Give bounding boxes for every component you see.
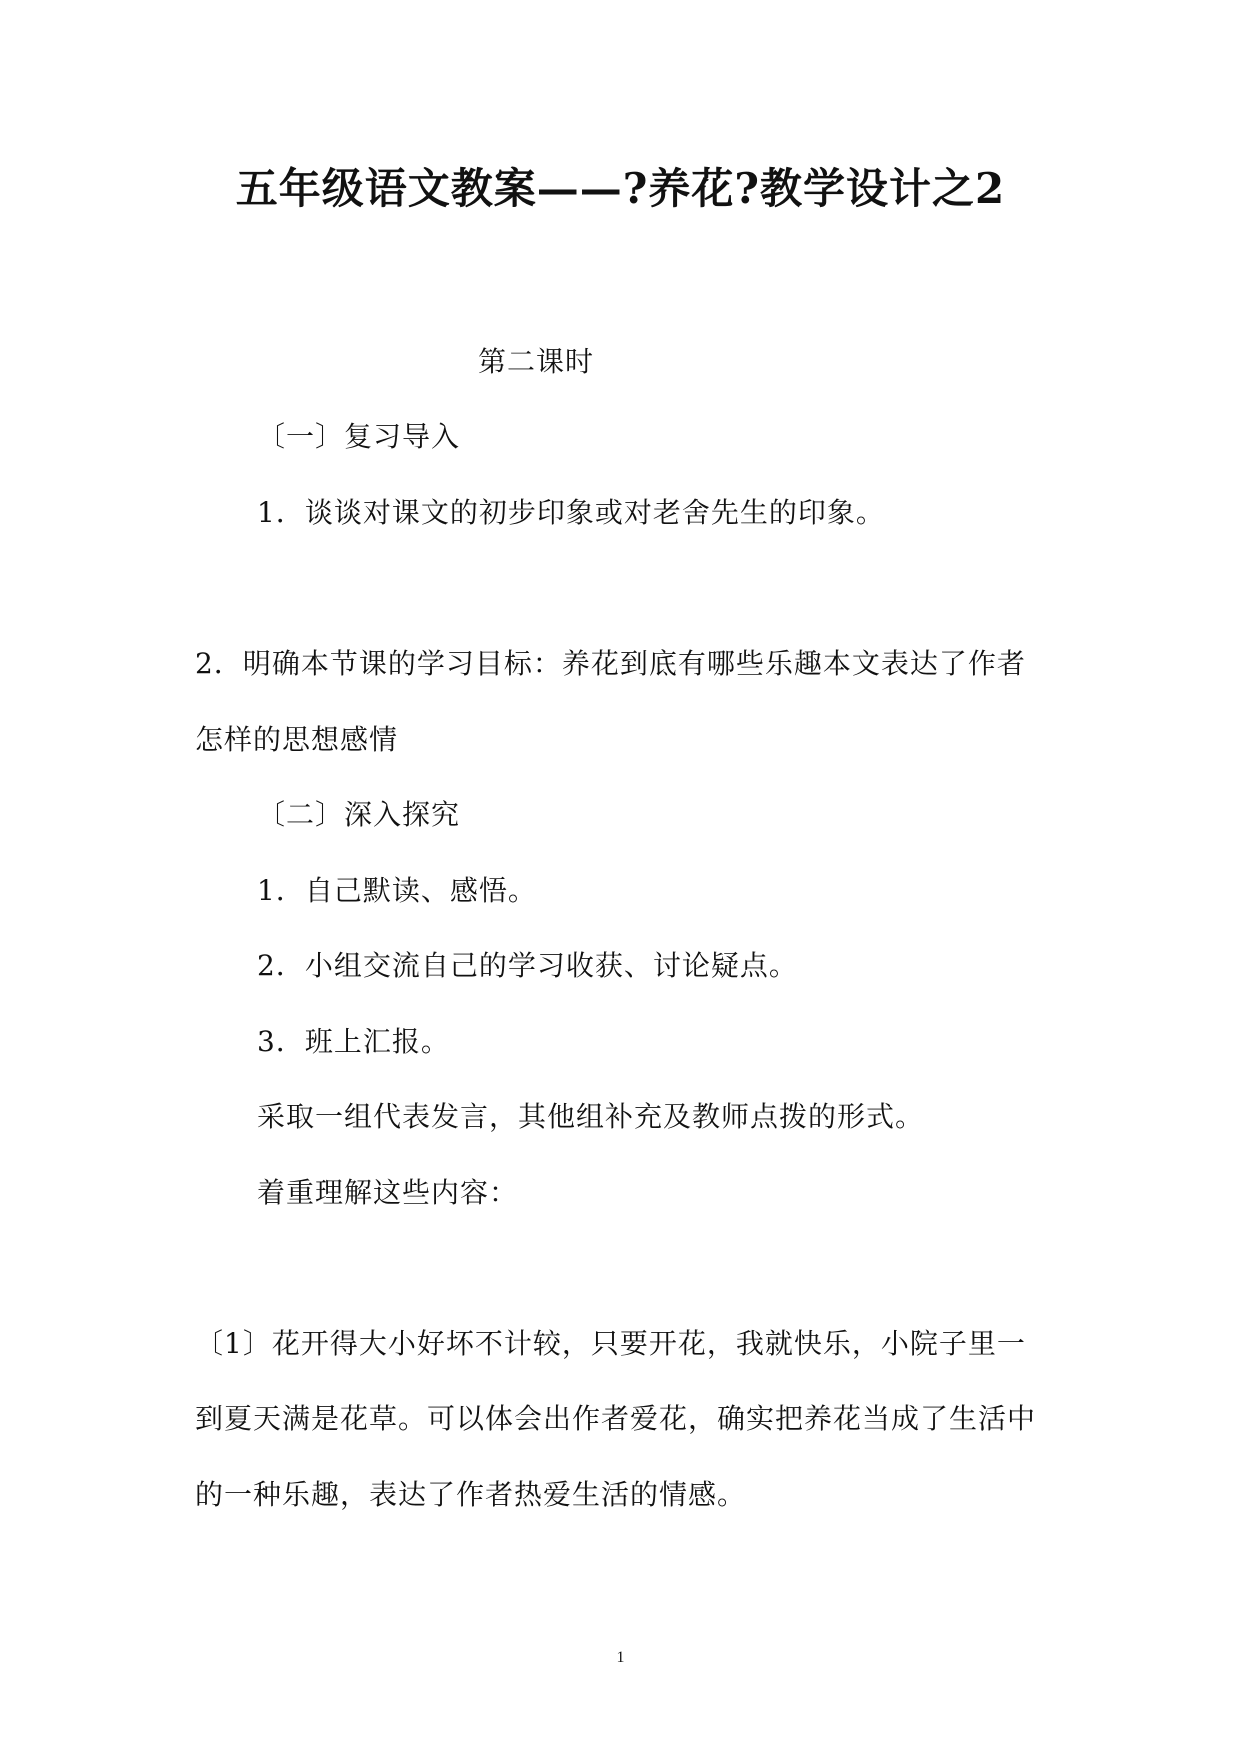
focus-intro-text: 着重理解这些内容： xyxy=(257,1176,519,1209)
report-method-text: 采取一组代表发言，其他组补充及教师点拨的形式。 xyxy=(257,1100,925,1133)
lesson-period-heading: 第二课时 xyxy=(478,345,595,378)
explore-item-1: 1．自己默读、感悟。 xyxy=(257,874,537,907)
explore-item-2: 2．小组交流自己的学习收获、讨论疑点。 xyxy=(257,949,798,982)
focus-point-1-line-3: 的一种乐趣，表达了作者热爱生活的情感。 xyxy=(195,1478,747,1511)
review-item-2-line-2: 怎样的思想感情 xyxy=(195,723,399,756)
section-heading-explore: 〔二〕深入探究 xyxy=(257,798,461,831)
page-number: 1 xyxy=(616,1649,625,1666)
focus-point-1-line-2: 到夏天满是花草。可以体会出作者爱花，确实把养花当成了生活中 xyxy=(195,1402,1037,1435)
document-title: 五年级语文教案——?养花?教学设计之2 xyxy=(235,164,1006,213)
review-item-2-line-1: 2．明确本节课的学习目标：养花到底有哪些乐趣本文表达了作者 xyxy=(195,647,1026,680)
review-item-1: 1．谈谈对课文的初步印象或对老舍先生的印象。 xyxy=(257,496,885,529)
explore-item-3: 3．班上汇报。 xyxy=(257,1025,450,1058)
focus-point-1-line-1: 〔1〕花开得大小好坏不计较，只要开花，我就快乐，小院子里一 xyxy=(195,1327,1026,1360)
section-heading-review: 〔一〕复习导入 xyxy=(257,420,461,453)
